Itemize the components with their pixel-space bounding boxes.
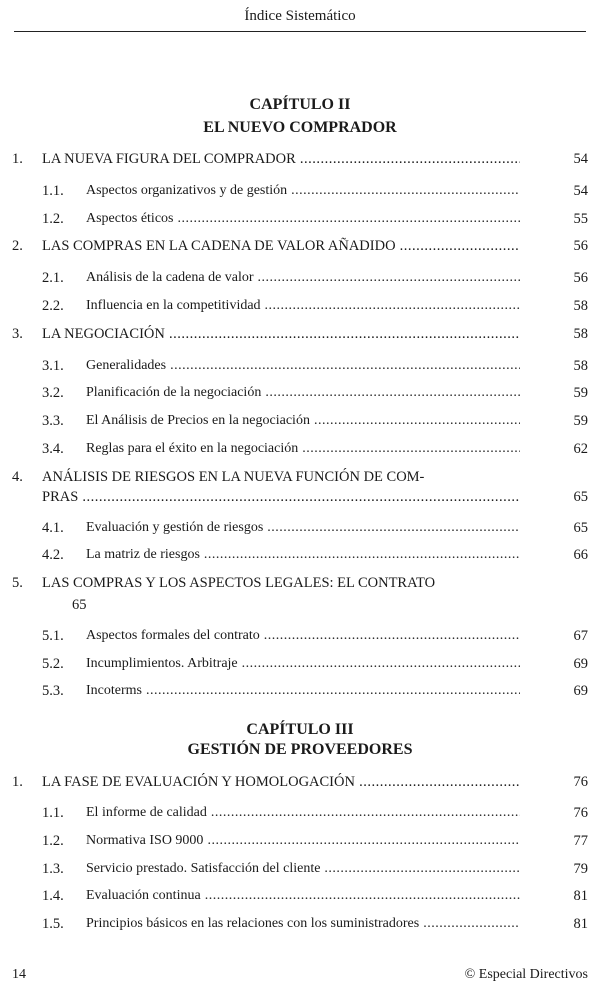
toc-entry[interactable] — [0, 381, 600, 405]
toc-entry[interactable] — [0, 829, 600, 853]
entry-title: Evaluación continua ..... — [86, 884, 520, 908]
entry-number: 4.1. — [42, 520, 64, 536]
toc-entry[interactable] — [0, 624, 600, 648]
entry-page: 69 — [573, 656, 588, 672]
entry-number: 3.2. — [42, 385, 64, 401]
entry-number: 1. — [12, 774, 23, 790]
toc-entry[interactable] — [0, 354, 600, 378]
entry-title: Incumplimientos. Arbitraje ..... — [86, 652, 520, 676]
toc-entry[interactable] — [0, 543, 600, 567]
page-number: 14 — [12, 967, 26, 982]
toc-entry[interactable] — [0, 571, 600, 595]
entry-number: 1.5. — [42, 916, 64, 932]
entry-title: LAS COMPRAS Y LOS ASPECTOS LEGALES: EL CONTRATO — [42, 575, 436, 591]
entry-page: 58 — [573, 298, 588, 314]
chapter-2-title: EL NUEVO COMPRADOR — [203, 119, 397, 136]
entry-number: 5.1. — [42, 628, 64, 644]
entry-number: 1.4. — [42, 888, 64, 904]
toc-entry[interactable] — [0, 147, 600, 171]
entry-title: Reglas para el éxito en la negociación ..... — [86, 437, 520, 461]
toc-entry[interactable] — [0, 234, 600, 258]
entry-title: Principios básicos en las relaciones con los suministradores ..... — [86, 912, 520, 936]
entry-number: 1.2. — [42, 833, 64, 849]
entry-title: Aspectos organizativos y de gestión ..... — [86, 179, 520, 203]
chapter-3-label: CAPÍTULO III — [246, 721, 354, 738]
toc-entry[interactable] — [0, 207, 600, 231]
entry-title: Incoterms ..... — [86, 679, 520, 703]
entry-number: 2.1. — [42, 270, 64, 286]
entry-page: 76 — [573, 774, 588, 790]
entry-title: Servicio prestado. Satisfacción del cliente ..... — [86, 857, 520, 881]
entry-title: El informe de calidad ..... — [86, 801, 520, 825]
entry-number: 1.2. — [42, 211, 64, 227]
toc-entry[interactable] — [0, 409, 600, 433]
entry-title: LA NUEVA FIGURA DEL COMPRADOR ..... — [42, 147, 520, 171]
entry-page: 67 — [573, 628, 588, 644]
entry-page: 81 — [573, 916, 588, 932]
chapter-3-title: GESTIÓN DE PROVEEDORES — [187, 741, 413, 758]
entry-title: Aspectos éticos ..... — [86, 207, 520, 231]
entry-title: ANÁLISIS DE RIESGOS EN LA NUEVA FUNCIÓN DE COM- — [42, 469, 425, 485]
toc-entry[interactable] — [0, 679, 600, 703]
entry-page: 59 — [573, 413, 588, 429]
entry-page: 69 — [573, 683, 588, 699]
entry-page: 54 — [573, 151, 588, 167]
entry-page: 65 — [573, 489, 588, 505]
entry-title: Evaluación y gestión de riesgos ..... — [86, 516, 520, 540]
entry-page: 66 — [573, 547, 588, 563]
entry-number: 3.1. — [42, 358, 64, 374]
chapter-2-label: CAPÍTULO II — [249, 96, 351, 113]
entry-title: LA NEGOCIACIÓN ..... — [42, 322, 520, 346]
entry-number: 5.3. — [42, 683, 64, 699]
toc-entry[interactable] — [0, 294, 600, 318]
entry-title-continued[interactable]: PRAS ..... — [42, 485, 520, 509]
entry-title: Aspectos formales del contrato ..... — [86, 624, 520, 648]
entry-title: Análisis de la cadena de valor ..... — [86, 266, 520, 290]
entry-number: 4. — [12, 469, 23, 485]
toc-entry[interactable] — [0, 857, 600, 881]
entry-number: 3.4. — [42, 441, 64, 457]
entry-number: 1.3. — [42, 861, 64, 877]
entry-number: 3.3. — [42, 413, 64, 429]
entry-title: El Análisis de Precios en la negociación ..... — [86, 409, 520, 433]
entry-page: 76 — [573, 805, 588, 821]
entry-title: Influencia en la competitividad ..... — [86, 294, 520, 318]
toc-entry[interactable] — [0, 179, 600, 203]
toc-entry[interactable] — [0, 437, 600, 461]
entry-page: 55 — [573, 211, 588, 227]
toc-entry[interactable] — [0, 652, 600, 676]
entry-number: 4.2. — [42, 547, 64, 563]
entry-number: 5. — [12, 575, 23, 591]
toc-entry[interactable] — [0, 322, 600, 346]
toc-entry[interactable] — [0, 801, 600, 825]
entry-title: Generalidades ..... — [86, 354, 520, 378]
toc-entry[interactable] — [0, 912, 600, 936]
entry-page: 65 — [72, 597, 87, 613]
entry-number: 1. — [12, 151, 23, 167]
entry-title: Planificación de la negociación ..... — [86, 381, 520, 405]
toc-entry[interactable] — [0, 266, 600, 290]
entry-number: 5.2. — [42, 656, 64, 672]
entry-page: 77 — [573, 833, 588, 849]
entry-number: 2.2. — [42, 298, 64, 314]
entry-page: 81 — [573, 888, 588, 904]
entry-page: 58 — [573, 326, 588, 342]
entry-page: 79 — [573, 861, 588, 877]
entry-number: 1.1. — [42, 183, 64, 199]
entry-page: 56 — [573, 270, 588, 286]
toc-entry[interactable] — [0, 516, 600, 540]
entry-page: 62 — [573, 441, 588, 457]
entry-number: 1.1. — [42, 805, 64, 821]
entry-number: 2. — [12, 238, 23, 254]
entry-title: LA FASE DE EVALUACIÓN Y HOMOLOGACIÓN ..... — [42, 770, 520, 794]
entry-page: 56 — [573, 238, 588, 254]
entry-page: 58 — [573, 358, 588, 374]
entry-page: 65 — [573, 520, 588, 536]
entry-title: LAS COMPRAS EN LA CADENA DE VALOR AÑADIDO ..... — [42, 234, 520, 258]
publisher-credit: © Especial Directivos — [464, 967, 588, 982]
entry-title: Normativa ISO 9000 ..... — [86, 829, 520, 853]
running-header: Índice Sistemático — [14, 8, 586, 32]
toc-entry[interactable] — [0, 770, 600, 794]
entry-title: La matriz de riesgos ..... — [86, 543, 520, 567]
entry-page: 59 — [573, 385, 588, 401]
entry-number: 3. — [12, 326, 23, 342]
toc-entry[interactable] — [0, 884, 600, 908]
entry-page: 54 — [573, 183, 588, 199]
